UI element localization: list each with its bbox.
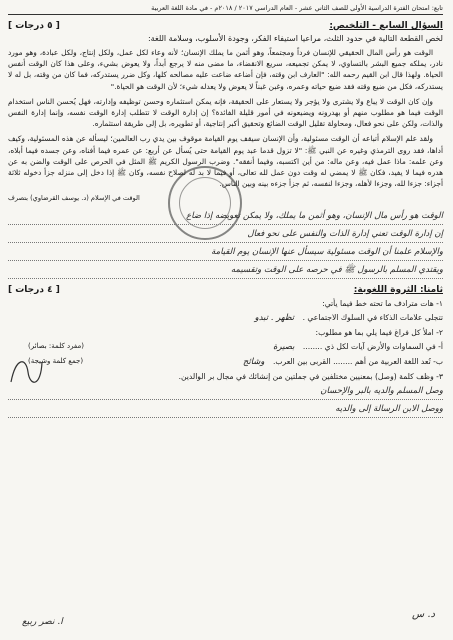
q8-item-2-answer: تظهر . تبدو [254,312,295,323]
page-header: تابع: امتحان الفترة الدراسية الأولى للصف الثاني عشر - العام الدراسي ٢٠١٧ / ٢٠١٨م - في مادة اللغة العربية [8,4,443,15]
q8-item-2-text: تتجلى علامات الذكاء في السلوك الاجتماعي . [302,312,443,322]
question-7-marks: [ ٥ درجات ] [8,21,60,31]
q8-answer-text-2: ووصل الابن الرسالة إلى والديه [335,403,443,414]
answer-line-4 [8,263,443,279]
q8-item-6-text: ٣- وظف كلمة (وصل) بمعنيين مختلفين في جملتين من إنشائك في مجال بر الوالدين. [178,371,443,381]
question-7-prompt: لخص القطعة التالية في حدود الثلث، مراعيا استيفاء الفكر، وجودة الأسلوب، وسلامة اللغة: [147,34,443,43]
q8-item-3-text: ٢- املأ كل فراغ فيما يلي بما هو مطلوب: [315,327,443,337]
answer-text-2: إن إدارة الوقت تعني إدارة الذات والنفس على نحو فعال [247,228,443,239]
passage-paragraph-1: الوقت هو رأس المال الحقيقي للإنسان فرداً ومجتمعاً، وهو أثمن ما يملك الإنسان؛ لأنه وعاء لكل عمل، ولكل إنتاج، ولكل عبادة، وهو مورد نادر، يملكه جميع البشر بالتساوي، لا يمكن تجميعه، سريع الانقضاء، ما مضى منه لا يرجع أبداً، ولا يعوض بشيء، وعلى هذا كان الوقت أنفس الحياة. ولهذا قال ابن القيم رحمه الله: "العارف ابن وقته، فإن أضاعه ضاعت عليه مصالحه كلها، وكل ضرر يستدركه، فما كان من وقته، بل له لا يستدركه، فكل من ضيع وقته فقد ضيع حياته وعمره، وغبن غبناً لا يعوض ولا يعدله شيء؛ لأن الوقت هو الحياة." [8,48,443,91]
q8-item-4 [8,340,443,354]
passage-paragraph-2: وإن كان الوقت لا يباع ولا يشترى ولا يؤجر ولا يستعار على الحقيقة، فإنه يمكن استثماره وحسن توظيفه وإدارته، فهل يُحسن الناس استخدام الوقت فيما هو مطلوب منهم أو بهدرونه ويضيعونه في أمور قليلة الفائدة؟ إن إدارة الوقت لا تتطلب إدارة الوقت نفسه، وإنما إدارة النفس والذات، ولكن على نحو فعال، ومحاولة تقليل الوقت الضائع وتحقيق أكبر إنتاجية، أو تطويره، بل إلى طريقة استثماره. [8,96,443,129]
passage-paragraph-3: ولقد علم الإسلام أتباعه أن الوقت مسئولية، وأن الإنسان سيقف يوم القيامة موقوف بين يدي رب العالمين؛ ليسأله عن هذه المسئولية، وكيف أداها، فقد روى الترمذي وغيره عن النبي ﷺ: "لا تزول قدما عبد يوم القيامة حتى يُسأل عن أربع: عن عمره فيما أفناه، وعن جسده فيما أبلاه، وعن علمه: ماذا عمل فيه، وعن ماله: من أين اكتسبه، وفيما أنفقه". وضرب الرسول الكريم ﷺ المثل في الحرص على الوقت والضن به عن هدره فيما لا يفيد، فكان ﷺ لا يمضي له وقت دون عمل لله تعالى، أو فيما لا بد له لصلاح نفسه، وكان ﷺ إذا دخل إلى منزله جزأ دخوله ثلاثة أجزاء: جزءا لله، وجزءا لأهله، وجزءا لنفسه، ثم جزأ جزءه بينه وبين الناس. [8,134,443,189]
answer-text-4: ويقتدي المسلم بالرسول ﷺ في حرصه على الوقت وتقسيمه [230,264,443,275]
q8-item-3 [8,326,443,339]
q8-item-1-text: ١- هات مترادف ما تحته خط فيما يأتي: [322,298,443,308]
question-8-section [8,285,443,418]
q8-item-4-text: أ- في السماوات والأرض آيات لكل ذي ........ [302,341,443,351]
question-7-title: السؤال السابع - التلخيص: [329,21,443,31]
q8-item-5-note: (جمع كلمة وشيجة) [28,356,84,365]
q8-answer-text-1: وصل المسلم والديه بالبر والإحسان [320,385,443,396]
answer-line-3 [8,245,443,261]
question-7-header [8,21,443,31]
q8-item-5-text: ب- تُعد اللغة العربية من أهم ........ القربى بين العرب. [272,356,443,366]
answer-line-2 [8,227,443,243]
q8-item-4-note: (مفرد كلمة: بصائر) [28,341,84,350]
question-8-marks: [ ٤ درجات ] [8,284,60,295]
summary-answer-lines [8,209,443,279]
answer-text-1: الوقت هو رأس مال الإنسان، وهو أثمن ما يملك، ولا يمكن تعويضه إذا ضاع [186,210,443,221]
question-8-header [8,285,443,295]
q8-item-5-answer: وشائج [242,356,265,367]
answer-text-3: والإسلام علمنا أن الوقت مسئولية سيسأل عنها الإنسان يوم القيامة [211,246,443,257]
grader-signature-right: د. س [411,609,435,620]
grade-scribble-icon [6,352,46,392]
q8-handwritten-answers [8,384,443,418]
passage-source: الوقت في الإسلام (د. يوسف القرضاوي) بتصرف [8,194,140,203]
q8-item-1 [8,297,443,310]
q8-item-6 [8,370,443,383]
q8-item-5 [8,355,443,369]
q8-item-2 [8,311,443,325]
answer-line-1 [8,209,443,225]
grader-signature-left: ا. نصر ربيع [22,617,63,627]
q8-item-4-answer: بصيرة [273,341,295,352]
q8-answer-line-2 [8,402,443,418]
question-8-title: ثامنا: الثروة اللغوية: [353,284,443,295]
q8-answer-line-1 [8,384,443,400]
